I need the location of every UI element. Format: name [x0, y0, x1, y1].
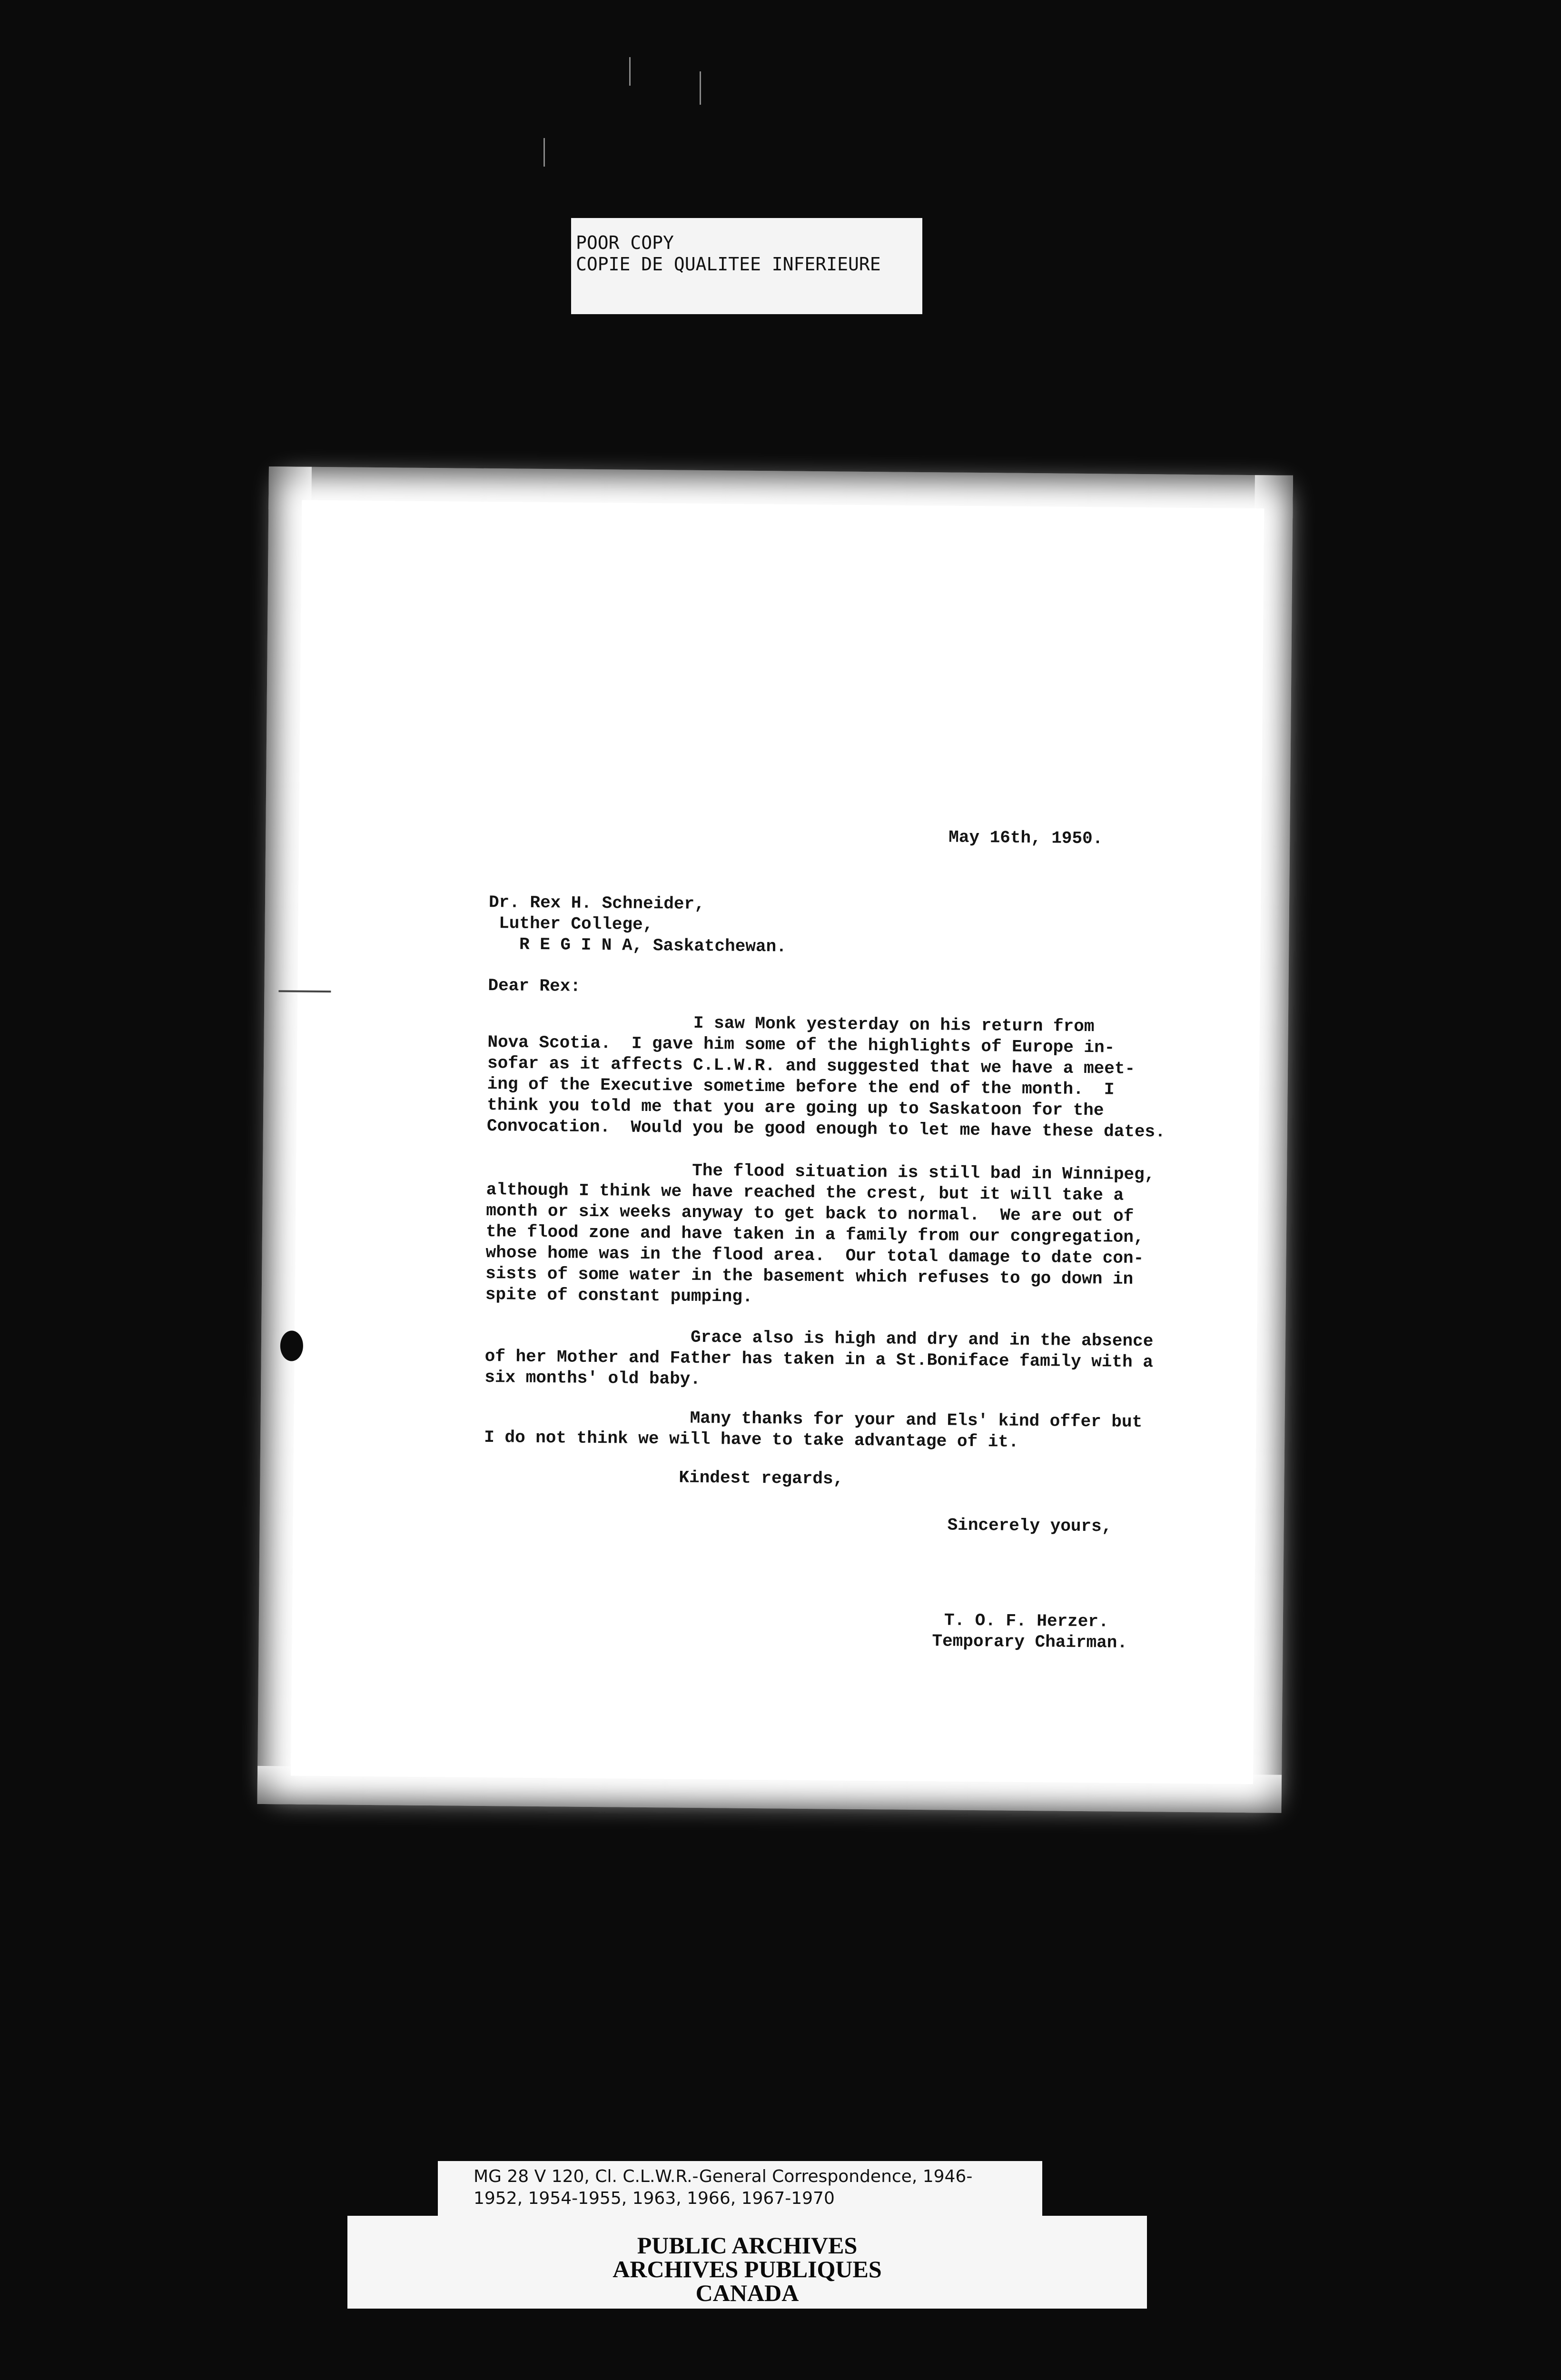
signature-title: Temporary Chairman.: [932, 1631, 1128, 1653]
paragraph-line: The flood situation is still bad in Winnipeg,: [486, 1159, 1155, 1185]
archive-title-line: CANADA: [695, 2280, 799, 2306]
paragraph-line: whose home was in the flood area. Our total damage to date con-: [485, 1243, 1144, 1269]
closing-regards: Kindest regards,: [679, 1468, 844, 1489]
letter-body: [257, 466, 1293, 1813]
paragraph-line: Grace also is high and dry and in the absence: [484, 1326, 1154, 1351]
paragraph-line: spite of constant pumping.: [485, 1285, 753, 1307]
poor-copy-stamp: [571, 218, 922, 314]
paragraph-line: of her Mother and Father has taken in a St.Boniface family with a: [484, 1347, 1154, 1372]
closing: Sincerely yours,: [947, 1515, 1112, 1537]
archive-title-line: PUBLIC ARCHIVES: [637, 2232, 858, 2259]
paragraph-line: the flood zone and have taken in a family from our congregation,: [485, 1222, 1144, 1248]
archive-reference-line: 1952, 1954-1955, 1963, 1966, 1967-1970: [474, 2189, 835, 2208]
paragraph-line: Convocation. Would you be good enough to let me have these dates.: [486, 1116, 1166, 1142]
stamp-line-2: COPIE DE QUALITEE INFERIEURE: [576, 254, 881, 275]
address-line: Luther College,: [488, 913, 653, 935]
archive-reference-line: MG 28 V 120, Cl. C.L.W.R.-General Correspondence, 1946-: [474, 2167, 973, 2186]
label-notch: [1042, 2161, 1147, 2216]
paragraph-line: Many thanks for your and Els' kind offer but: [484, 1407, 1143, 1432]
film-scratch: [629, 57, 631, 86]
paragraph-line: sofar as it affects C.L.W.R. and suggested that we have a meet-: [487, 1053, 1136, 1079]
stamp-line-1: POOR COPY: [576, 232, 674, 253]
letter-date: May 16th, 1950.: [948, 827, 1103, 849]
paragraph-line: I do not think we will have to take advantage of it.: [484, 1428, 1019, 1452]
film-scratch: [700, 71, 701, 105]
paragraph-line: ing of the Executive sometime before the end of the month. I: [487, 1074, 1115, 1100]
address-line: Dr. Rex H. Schneider,: [488, 892, 705, 914]
paragraph-line: month or six weeks anyway to get back to normal. We are out of: [486, 1201, 1134, 1226]
paragraph-line: Nova Scotia. I gave him some of the highlights of Europe in-: [487, 1032, 1115, 1058]
archive-reference: [474, 2166, 1021, 2210]
archive-label: [347, 2161, 1147, 2309]
letter-page: [257, 466, 1293, 1813]
paragraph-line: I saw Monk yesterday on his return from: [487, 1012, 1095, 1037]
paragraph-line: six months' old baby.: [484, 1368, 701, 1389]
paragraph-line: think you told me that you are going up to Saskatoon for the: [487, 1095, 1104, 1121]
film-scratch: [543, 138, 545, 167]
paragraph-line: although I think we have reached the crest, but it will take a: [486, 1180, 1124, 1205]
salutation: Dear Rex:: [488, 976, 581, 996]
label-notch: [347, 2161, 438, 2216]
paragraph-line: sists of some water in the basement which refuses to go down in: [485, 1264, 1134, 1289]
address-line: R E G I N A, Saskatchewan.: [488, 934, 787, 957]
archive-title-line: ARCHIVES PUBLIQUES: [613, 2256, 882, 2282]
signature-name: T. O. F. Herzer.: [944, 1610, 1109, 1632]
